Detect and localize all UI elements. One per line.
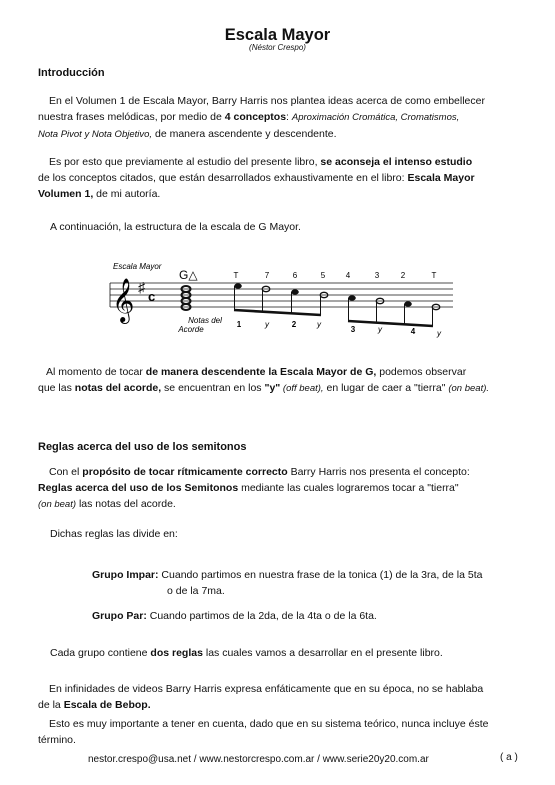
grupo-par: Grupo Par: Cuando partimos de la 2da, de la 4ta o de la 6ta. xyxy=(92,610,377,622)
staff-lines xyxy=(110,283,453,307)
rules-paragraph-1 xyxy=(38,464,538,513)
intro-heading: Introducción xyxy=(38,67,105,79)
degree-label: 4 xyxy=(345,271,351,280)
beat-label: y xyxy=(317,320,321,329)
chord-whole-notes xyxy=(182,286,191,310)
grupo-impar-line1: Grupo Impar: Cuando partimos en nuestra frase de la tonica (1) de la 3ra, de la 5ta xyxy=(92,569,483,581)
common-time-icon: c xyxy=(148,289,156,304)
rules-paragraph-3: Cada grupo contiene dos reglas las cuales vamos a desarrollar en el presente libro. xyxy=(50,647,443,659)
grupo-impar xyxy=(92,567,532,599)
degree-label: 5 xyxy=(320,271,326,280)
rules-paragraph-2: Dichas reglas las divide en: xyxy=(50,528,178,540)
intro-paragraph-2 xyxy=(38,154,538,202)
intro-p2-line2: de los conceptos citados, que están desarrollados exhaustivamente en el libro: Escala Mayor xyxy=(38,172,475,184)
note xyxy=(234,283,242,288)
rules-paragraph-5 xyxy=(38,716,548,748)
rules-heading: Reglas acerca del uso de los semitonos xyxy=(38,441,247,453)
staff-label: Escala Mayor xyxy=(113,262,162,271)
intro-paragraph-1 xyxy=(38,93,538,143)
after-staff-paragraph xyxy=(38,364,548,397)
chord-symbol: G△ xyxy=(179,268,198,282)
note xyxy=(291,289,299,294)
beat-label: 4 xyxy=(410,327,416,336)
degree-label: 3 xyxy=(374,271,380,280)
after-staff-line1: Al momento de tocar de manera descendente la Escala Mayor de G, podemos observar xyxy=(46,366,467,378)
beat-label: y xyxy=(437,329,441,338)
rules-p1-line3: (on beat) las notas del acorde. xyxy=(38,498,176,510)
rules-p1-line2: Reglas acerca del uso de los Semitonos mediante las cuales lograremos tocar a "tierra" xyxy=(38,482,459,494)
degree-label: T xyxy=(431,271,437,280)
footer-links: nestor.crespo@usa.net / www.nestorcrespo.com.ar / www.serie20y20.com.ar xyxy=(88,754,429,765)
rules-p1-line1: Con el propósito de tocar rítmicamente correcto Barry Harris nos presenta el concepto: xyxy=(49,466,470,478)
scale-degrees xyxy=(234,271,437,280)
degree-label: T xyxy=(233,271,239,280)
grupo-impar-line2: o de la 7ma. xyxy=(167,585,225,597)
beat-label: y xyxy=(265,320,269,329)
sharp-icon: ♯ xyxy=(138,279,145,295)
intro-p2-line1: Es por esto que previamente al estudio del presente libro, se aconseja el intenso estudio xyxy=(49,156,473,168)
after-staff-line2: que las notas del acorde, se encuentran en los "y" (off beat), en lugar de caer a "tierra" (on beat). xyxy=(38,382,490,394)
grupo-par-label: Grupo Par: xyxy=(92,610,147,622)
beat-label: y xyxy=(378,325,382,334)
degree-label: 2 xyxy=(400,271,406,280)
rules-paragraph-4 xyxy=(38,681,548,713)
intro-paragraph-3: A continuación, la estructura de la escala de G Mayor. xyxy=(50,221,301,233)
chord-caption: Acorde xyxy=(178,325,204,334)
page-title: Escala Mayor xyxy=(224,26,331,44)
intro-p1-line2: nuestra frases melódicas, por medio de 4 conceptos: Aproximación Cromática, Cromatismos, xyxy=(38,111,460,123)
chord-caption: Notas del xyxy=(188,316,222,325)
beat-label: 1 xyxy=(236,320,242,329)
rules-p5-line2: término. xyxy=(38,734,76,746)
note xyxy=(348,295,356,300)
intro-p2-line3: Volumen 1, de mi autoría. xyxy=(38,188,161,200)
note xyxy=(404,301,412,306)
grupo-impar-label: Grupo Impar: xyxy=(92,569,159,581)
music-staff-figure xyxy=(100,255,460,345)
rules-p4-line1: En infinidades de videos Barry Harris expresa enfáticamente que en su época, no se hablaba xyxy=(49,683,484,695)
beat-label: 2 xyxy=(291,320,297,329)
author-name: (Néstor Crespo) xyxy=(249,43,306,52)
intro-p1-line3: Nota Pivot y Nota Objetivo, de manera ascendente y descendente. xyxy=(38,128,337,140)
beat-counts xyxy=(237,320,442,338)
beat-label: 3 xyxy=(350,325,356,334)
rules-p5-line1: Esto es muy importante a tener en cuenta, dado que en su sistema teórico, nunca incluye éste xyxy=(49,718,489,730)
treble-clef-icon: 𝄞 xyxy=(112,280,135,322)
degree-label: 6 xyxy=(292,271,298,280)
intro-p1-line1: En el Volumen 1 de Escala Mayor, Barry Harris nos plantea ideas acerca de como embellecer xyxy=(49,95,485,107)
rules-p4-line2: de la Escala de Bebop. xyxy=(38,699,151,711)
degree-label: 7 xyxy=(264,271,270,280)
page-number: ( a ) xyxy=(500,752,518,763)
